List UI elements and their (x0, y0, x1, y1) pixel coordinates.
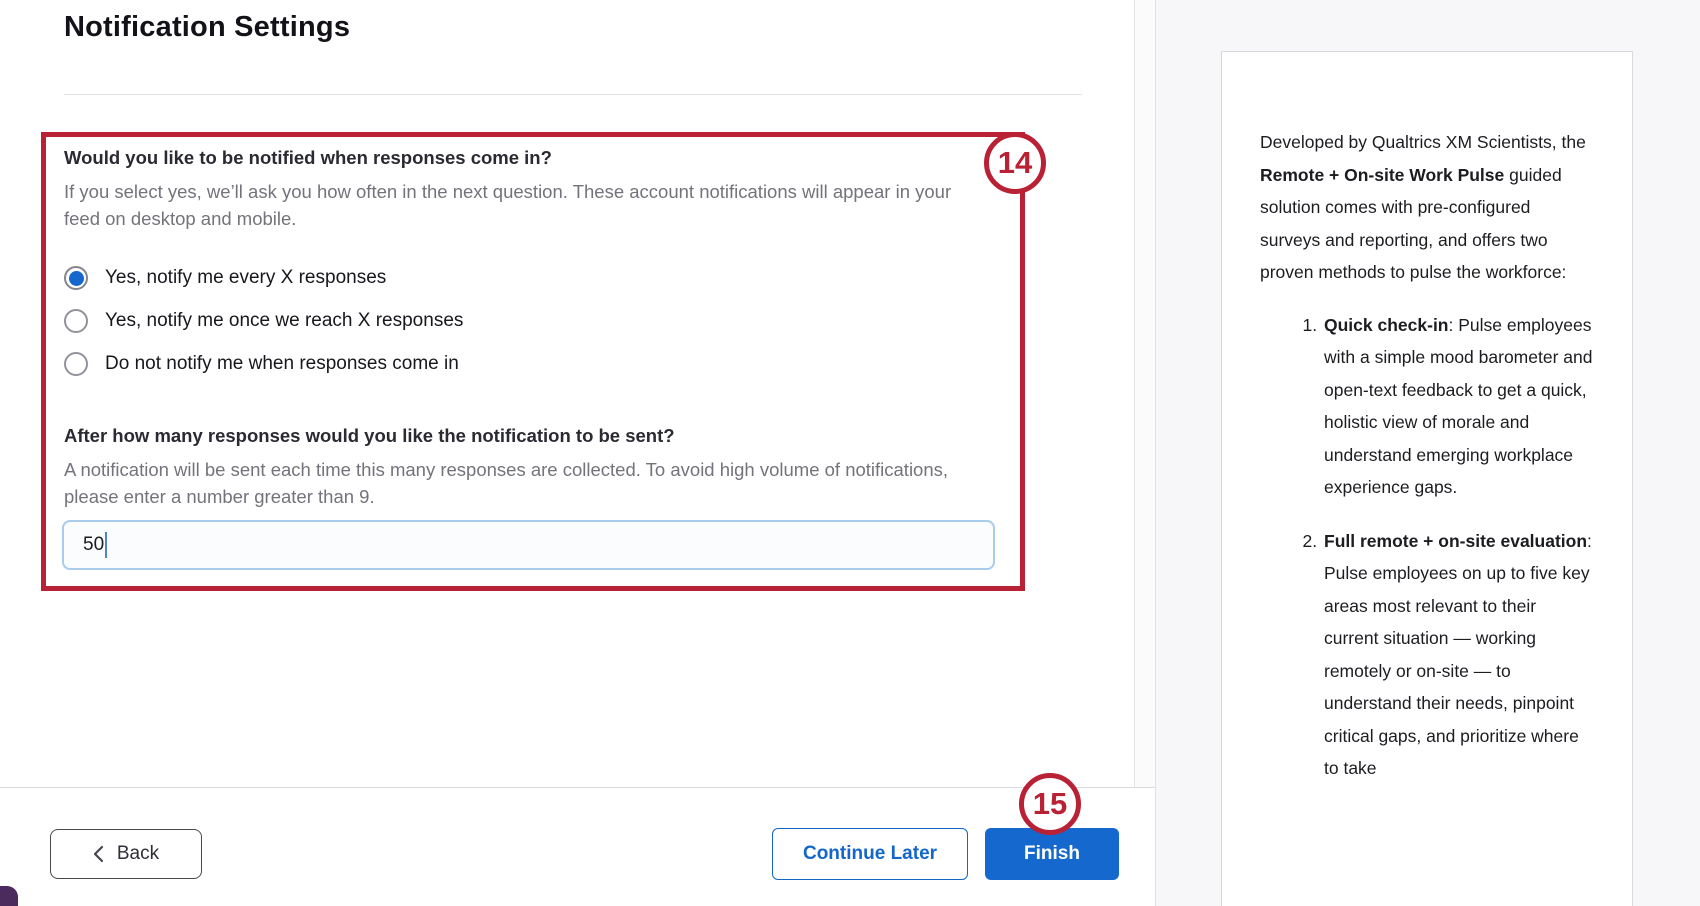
radio-unselected-icon (64, 309, 88, 333)
radio-option-notify-every-x[interactable] (64, 266, 463, 290)
back-button-label: Back (116, 843, 160, 864)
radio-option-notify-once-reach-x[interactable] (64, 309, 463, 333)
continue-later-label: Continue Later (802, 843, 938, 864)
continue-later-button[interactable] (772, 828, 968, 880)
radio-option-label: Yes, notify me every X responses (105, 267, 387, 288)
info-method-list (1260, 309, 1594, 785)
question-count-block (64, 425, 984, 510)
annotation-step-badge-15: 15 (1019, 773, 1081, 835)
help-widget-corner[interactable] (0, 886, 18, 906)
notify-radio-group (64, 266, 463, 376)
info-method-item-full-evaluation: 2. Full remote + on-site evaluation: Pulse employees on up to five key areas most relevant to their current situation — working remotely or on-site — to understand their needs, pinpoint critical gaps, and prioritize where to take (1322, 525, 1594, 785)
radio-option-label: Yes, notify me once we reach X responses (105, 310, 464, 331)
question-notify-description: If you select yes, we’ll ask you how often in the next question. These account notifications will appear in your feed on desktop and mobile. (64, 181, 952, 229)
question-notify-label: Would you like to be notified when responses come in? (64, 147, 552, 168)
finish-button-label: Finish (1024, 843, 1080, 864)
question-notify-block (64, 147, 969, 232)
radio-selected-icon (64, 266, 88, 290)
response-count-input[interactable] (62, 520, 995, 570)
guided-solution-info-card (1221, 51, 1633, 906)
title-divider (64, 94, 1082, 95)
question-count-description: A notification will be sent each time this many responses are collected. To avoid high volume of notifications, please enter a number greater than 9. (64, 459, 949, 507)
info-method-item-quick-check-in: 1. Quick check-in: Pulse employees with a simple mood barometer and open-text feedback to get a quick, holistic view of morale and understand emerging workplace experience gaps. (1322, 309, 1594, 504)
radio-unselected-icon (64, 352, 88, 376)
info-intro-paragraph: Developed by Qualtrics XM Scientists, the Remote + On-site Work Pulse guided solution comes with pre-configured surveys and reporting, and offers two proven methods to pulse the workforce: (1260, 132, 1586, 282)
page-title: Notification Settings (64, 11, 351, 43)
question-count-label: After how many responses would you like the notification to be sent? (64, 425, 675, 446)
annotation-step-badge-14: 14 (984, 132, 1046, 194)
chevron-left-icon (93, 845, 104, 863)
text-cursor (105, 532, 107, 558)
back-button[interactable] (50, 829, 202, 879)
guided-solution-info-panel (1155, 0, 1700, 906)
radio-option-label: Do not notify me when responses come in (105, 353, 459, 374)
footer-divider (0, 787, 1155, 788)
finish-button[interactable] (985, 828, 1119, 880)
response-count-value: 50 (83, 534, 105, 555)
radio-option-do-not-notify[interactable] (64, 352, 463, 376)
content-scroll-gutter (1134, 0, 1155, 788)
